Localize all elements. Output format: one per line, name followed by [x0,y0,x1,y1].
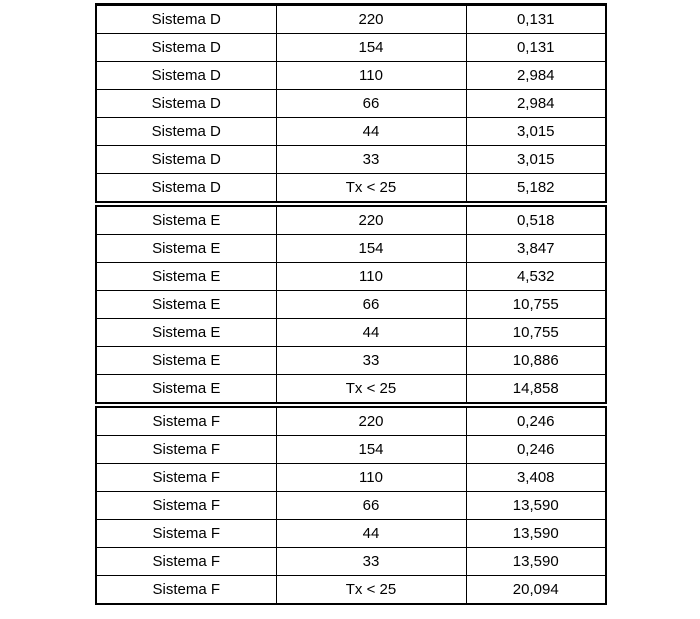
tx-cell: 66 [276,492,466,520]
value-cell: 14,858 [466,375,606,406]
table-row [96,263,606,291]
system-cell: Sistema E [96,204,276,235]
tx-cell: 44 [276,319,466,347]
value-cell: 13,590 [466,492,606,520]
table-row [96,146,606,174]
tx-cell: Tx < 25 [276,174,466,205]
value-cell: 10,755 [466,319,606,347]
system-cell: Sistema F [96,492,276,520]
value-cell: 20,094 [466,576,606,605]
system-cell: Sistema D [96,146,276,174]
table-row [96,548,606,576]
tx-cell: 154 [276,436,466,464]
table-row [96,90,606,118]
table-row [96,118,606,146]
table-row [96,62,606,90]
system-cell: Sistema D [96,5,276,34]
value-cell: 3,408 [466,464,606,492]
value-cell: 5,182 [466,174,606,205]
table-row [96,405,606,436]
table-row [96,464,606,492]
value-cell: 0,131 [466,5,606,34]
tx-cell: 110 [276,62,466,90]
tx-cell: 220 [276,405,466,436]
table-row [96,347,606,375]
value-cell: 0,246 [466,436,606,464]
table-row [96,375,606,406]
system-cell: Sistema E [96,347,276,375]
system-cell: Sistema F [96,436,276,464]
tx-cell: 33 [276,146,466,174]
table-container [95,3,607,605]
value-cell: 13,590 [466,520,606,548]
tx-cell: 110 [276,464,466,492]
value-cell: 3,015 [466,118,606,146]
tx-cell: Tx < 25 [276,576,466,605]
table-row [96,520,606,548]
value-cell: 0,131 [466,34,606,62]
system-cell: Sistema E [96,375,276,406]
table-row [96,319,606,347]
tx-cell: 220 [276,5,466,34]
table-row [96,576,606,605]
value-cell: 3,015 [466,146,606,174]
system-cell: Sistema D [96,90,276,118]
tx-cell: 33 [276,548,466,576]
tx-cell: 220 [276,204,466,235]
tx-cell: Tx < 25 [276,375,466,406]
table-row [96,291,606,319]
tx-cell: 44 [276,520,466,548]
tx-cell: 110 [276,263,466,291]
tx-cell: 66 [276,291,466,319]
value-cell: 0,246 [466,405,606,436]
system-cell: Sistema D [96,62,276,90]
value-cell: 4,532 [466,263,606,291]
system-cell: Sistema E [96,235,276,263]
system-cell: Sistema D [96,34,276,62]
system-cell: Sistema F [96,548,276,576]
system-cell: Sistema E [96,263,276,291]
system-cell: Sistema E [96,291,276,319]
table-row [96,34,606,62]
tx-cell: 154 [276,235,466,263]
value-cell: 3,847 [466,235,606,263]
systems-table [95,3,607,605]
table-body [96,5,606,605]
system-cell: Sistema F [96,576,276,605]
table-row [96,492,606,520]
system-cell: Sistema F [96,405,276,436]
table-row [96,174,606,205]
value-cell: 10,886 [466,347,606,375]
tx-cell: 44 [276,118,466,146]
value-cell: 13,590 [466,548,606,576]
tx-cell: 154 [276,34,466,62]
table-row [96,235,606,263]
tx-cell: 33 [276,347,466,375]
value-cell: 2,984 [466,90,606,118]
system-cell: Sistema F [96,464,276,492]
system-cell: Sistema D [96,174,276,205]
system-cell: Sistema D [96,118,276,146]
value-cell: 0,518 [466,204,606,235]
value-cell: 10,755 [466,291,606,319]
system-cell: Sistema F [96,520,276,548]
tx-cell: 66 [276,90,466,118]
table-row [96,204,606,235]
table-row [96,436,606,464]
value-cell: 2,984 [466,62,606,90]
table-row [96,5,606,34]
system-cell: Sistema E [96,319,276,347]
